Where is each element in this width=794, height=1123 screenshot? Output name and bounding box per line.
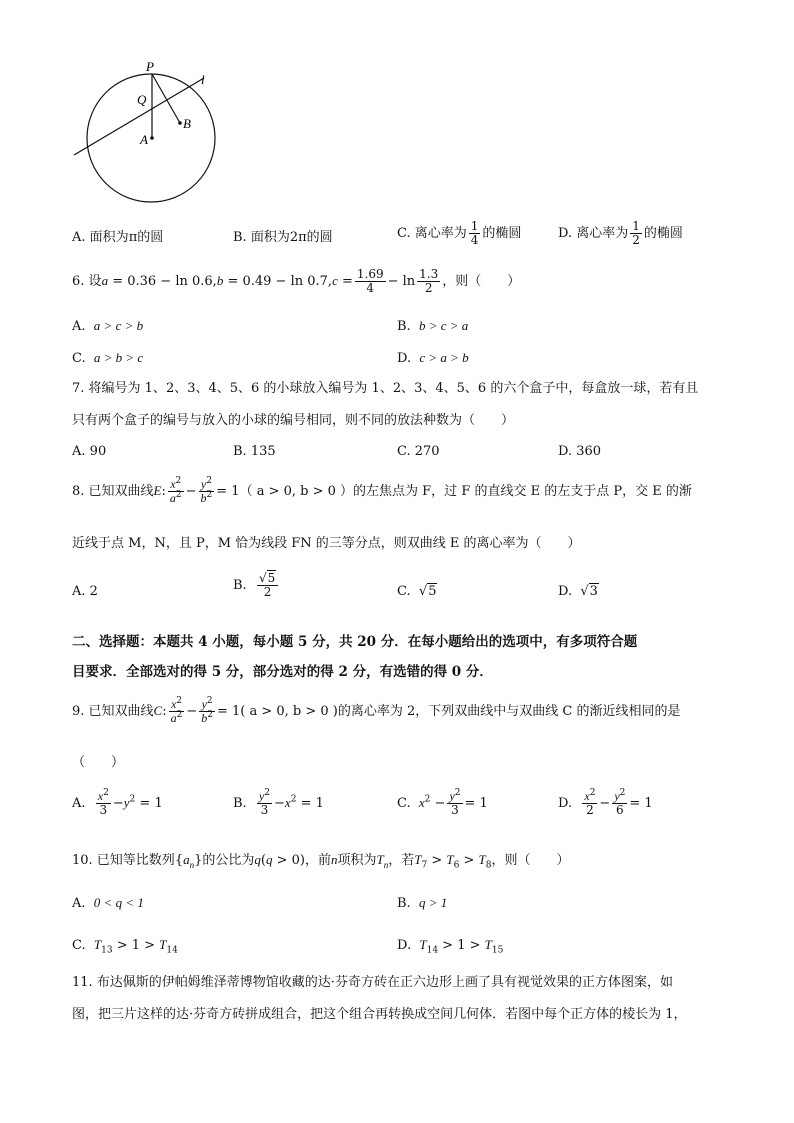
q5-option-a: A. 面积为π的圆 (72, 230, 164, 245)
point-b (178, 121, 182, 125)
q7-option-a: A. 90 (72, 444, 107, 459)
label-p: P (146, 60, 154, 74)
q7-line2: 只有两个盒子的编号与放入的小球的编号相同，则不同的放法种数为（ ） (72, 413, 515, 428)
section2-line2: 目要求．全部选对的得 5 分，部分选对的得 2 分，有选错的得 0 分． (72, 664, 493, 680)
q10-option-b: B. q > 1 (397, 895, 448, 911)
q9-option-c: C. $x^2$ − $\frac{y^2}{3}$ = 1 (397, 788, 488, 817)
q6-stem: 6. 设a = 0.36 − ln 0.6,b = 0.49 − ln 0.7,c = $\frac{1.69}{4}$ − ln $\frac{1.3}{2}$ ，则（ ） (72, 267, 521, 295)
q5-option-c: C. 离心率为 $\frac{1}{4}$ 的椭圆 (397, 219, 522, 247)
q10-stem: 10. 已知等比数列$\{a_n\}$的公比为q(q > 0)，前n项积为$T_n$，若$T_7 > T_6 > T_8$，则（ ） (72, 852, 570, 871)
q9-option-b: B. $\frac{y^2}{3}$ $-x^2 = 1$ (233, 788, 324, 817)
q7-option-c: C. 270 (397, 444, 440, 459)
q11-line2: 图，把三片这样的达·芬奇方砖拼成组合，把这个组合再转换成空间几何体．若图中每个正方体的棱长为 1， (72, 1007, 687, 1022)
q7-line1: 7. 将编号为 1、2、3、4、5、6 的小球放入编号为 1、2、3、4、5、6 的六个盒子中，每盒放一球，若有且 (72, 381, 699, 396)
section2-line1: 二、选择题：本题共 4 小题，每小题 5 分，共 20 分．在每小题给出的选项中，有多项符合题 (72, 634, 638, 650)
label-a: A (140, 132, 148, 147)
q9-option-a: A. $\frac{x^2}{3}$ $-y^2 = 1$ (72, 788, 163, 817)
q8-line2: 近线于点 M，N，且 P，M 恰为线段 FN 的三等分点，则双曲线 E 的离心率为（ ） (72, 536, 581, 551)
q8-option-b: B. $\frac{√5}{2}$ (233, 572, 280, 599)
q6-option-d: D. c > a > b (397, 350, 469, 366)
q10-option-a: A. 0 < q < 1 (72, 895, 144, 911)
label-q: Q (137, 92, 147, 107)
q8-option-c: C. √5 (397, 584, 437, 599)
q5-option-d: D. 离心率为 $\frac{1}{2}$ 的椭圆 (558, 219, 683, 247)
q9-option-d: D. $\frac{x^2}{2}$ − $\frac{y^2}{6}$ = 1 (558, 788, 653, 817)
q8-line1: 8. 已知双曲线E: $\frac{x^2}{a^2}$ − $\frac{y^2}{b^2}$ = 1（ a > 0, b > 0 ）的左焦点为 F，过 F 的直线交 E 的左支于点 P，交 E 的渐 (72, 476, 692, 505)
q6-option-b: B. b > c > a (397, 318, 469, 334)
label-b: B (183, 116, 191, 131)
q8-option-a: A. 2 (72, 584, 98, 599)
point-a (150, 136, 154, 140)
label-l: l (201, 72, 205, 87)
q5-option-b: B. 面积为2π的圆 (233, 230, 333, 245)
q9-line1: 9. 已知双曲线C: $\frac{x^2}{a^2}$ − $\frac{y^2}{b^2}$ = 1( a > 0, b > 0 )的离心率为 2，下列双曲线中与双曲线 C 的渐近线相同的是 (72, 696, 681, 725)
q10-option-c: C. $T_{13} > 1 > T_{14}$ (72, 937, 178, 956)
q11-line1: 11. 布达佩斯的伊帕姆维泽蒂博物馆收藏的达·芬奇方砖在正六边形上画了具有视觉效果的正方体图案，如 (72, 975, 673, 990)
circle-figure (68, 60, 228, 210)
q6-option-c: C. a > b > c (72, 350, 144, 366)
segment-pb (152, 74, 180, 123)
q10-option-d: D. $T_{14} > 1 > T_{15}$ (397, 937, 504, 956)
q6-option-a: A. a > c > b (72, 318, 144, 334)
q9-line2: （ ） (72, 755, 125, 770)
q7-option-d: D. 360 (558, 444, 602, 459)
q8-option-d: D. √3 (558, 584, 598, 599)
q7-option-b: B. 135 (233, 444, 276, 459)
